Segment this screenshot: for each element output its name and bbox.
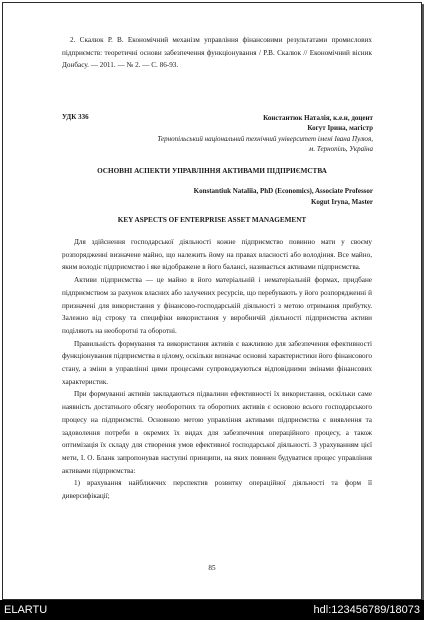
handle-link[interactable]: hdl:123456789/18073: [313, 604, 420, 616]
reference-block: [62, 34, 372, 72]
title-ua: ОСНОВНІ АСПЕКТИ УПРАВЛІННЯ АКТИВАМИ ПІДПРИЄМСТВА: [97, 167, 327, 175]
udk-code: УДК 336: [62, 113, 89, 121]
paragraph: При формуванні активів закладаються підвалини ефективності їх використання, оскільки саме наявність достатнього обсягу необоротних та оборотних активів є основою всього господарського процесу на підприємстві. Основною метою управління активами підприємства є виявлення та задоволення потреби в окремих їх видах для забезпечення операційного процесу, а також оптимізація їх складу для створення умов ефективної господарської діяльності. З урахуванням цієї мети, І. О. Бланк запропонував наступні принципи, на яких повинен будуватися процес управління активами підприємства:: [62, 390, 372, 475]
paragraph: Для здійснення господарської діяльності кожне підприємство повинно мати у своєму розпорядженні визначене майно, що належить йому на правах власності або володіння. Все майно, яким володіє підприємство і яке відображене в його балансі, називається активами підприємства.: [62, 238, 372, 272]
body-text: [62, 236, 372, 503]
affiliation-line2: м. Тернопіль, Україна: [308, 144, 373, 153]
authors-ua: [157, 113, 373, 154]
page-number: 85: [208, 564, 216, 572]
author1-ua: Константюк Наталія, к.е.н, доцент: [263, 114, 373, 122]
author1-en: Konstantiuk Nataliia, PhD (Economics), Associate Professor: [193, 187, 373, 195]
reference-text: 2. Скалюк Р. В. Економічний механізм управління фінансовими результатами промислових підприємств: теоретичні основи забезпечення функціонування / Р.В. Скалюк // Економічний вісник Донбасу. — 2011. — № 2. — С. 86-93.: [62, 36, 372, 70]
repository-footer: [0, 600, 424, 620]
author2-ua: Когут Ірина, магістр: [307, 124, 373, 133]
author2-en: Kogut Iryna, Master: [310, 198, 373, 206]
paragraph: Активи підприємства — це майно в його матеріальній і нематеріальній формах, придбане підприємством за рахунок власних або залучених ресурсів, що перебувають у його розпорядженні й призначені для використання у фінансово-господарській діяльності з метою отримання прибутку. Залежно від строку та специфіки використання у виробничій діяльності підприємства активи поділяють на необоротні та оборотні.: [62, 276, 372, 335]
repository-name: ELARTU: [4, 604, 48, 616]
affiliation-line1: Тернопільський національний технічний університет імені Івана Пулюя,: [157, 134, 373, 143]
paragraph: 1) врахування найближчих перспектив розвитку операційної діяльності та форм її диверсифікації;: [62, 479, 372, 501]
authors-en: [194, 186, 373, 208]
title-en: KEY ASPECTS OF ENTERPRISE ASSET MANAGEMENT: [117, 216, 307, 224]
paragraph: Правильність формування та використання активів є важливою для забезпечення ефективності функціонування підприємства в цілому, оскільки визначає основні характеристики його фінансового стану, а зміни в управлінні цими процесами супроводжуються відповідними змінами фінансових характеристик.: [62, 339, 372, 386]
